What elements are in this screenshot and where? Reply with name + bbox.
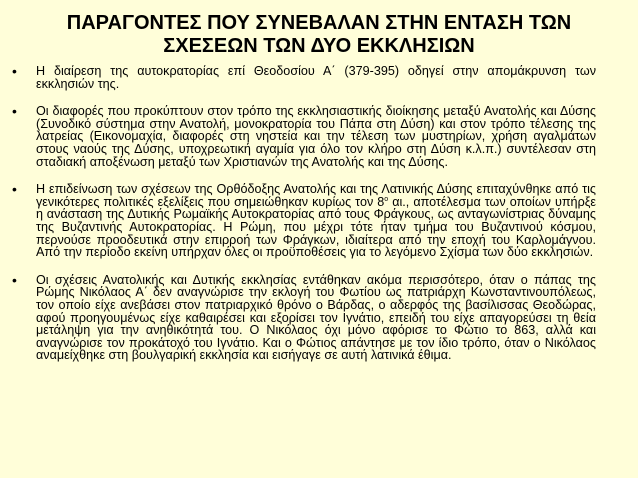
bullet-text-2: Οι διαφορές που προκύπτουν στον τρόπο της εκκλησιαστικής διοίκησης μεταξύ Ανατολής και Δύσης (Συνοδικό σύστημα στην Ανατολή, μονοκρατορία του Πάπα στη Δύση) και στον τρόπο τέλεσης της λατρείας (Εικονομαχία, διαφορές στη νηστεία και την τέλεση των μυστηρίων, χρήση αγαλμάτων στους ναούς της Δύσης, υποχρεωτική αγαμία για όλο τον κλήρο στη Δύση κ.λ.π.) συντέλεσαν στη σταδιακή αποξένωση μεταξύ των Χριστιανών της Ανατολής και της Δύσης.	[36, 104, 596, 169]
bullet-icon: •	[12, 271, 17, 288]
century-superscript: ο	[384, 195, 389, 203]
slide-title-line-1: ΠΑΡΑΓΟΝΤΕΣ ΠΟΥ ΣΥΝΕΒΑΛΑΝ ΣΤΗΝ ΕΝΤΑΣΗ ΤΩΝ	[66, 12, 572, 34]
bullet-text-3-part-2: αι., αποτέλεσμα των οποίων υπήρξε η ανάσταση της Δυτικής Ρωμαϊκής Αυτοκρατορίας από τους Φράγκους, ως ανταγωνίστριας δύναμης της Βυζαντινής Αυτοκρατορίας. Η Ρώμη, που μέχρι τότε ήταν τμήμα του Βυζαντινού κόσμου, περνούσε προοδευτικά στην επιρροή των Φράγκων, ιδιαίτερα από την εποχή του Καρλομάγνου. Από την περίοδο εκείνη υπήρχαν όλες οι προϋποθέσεις για το λεγόμενο Σχίσμα των δύο εκκλησιών.	[36, 194, 596, 260]
bullet-icon: •	[12, 181, 17, 198]
bullet-text-4: Οι σχέσεις Ανατολικής και Δυτικής εκκλησίας εντάθηκαν ακόμα περισσότερο, όταν ο πάπας της Ρώμης Νικόλαος Α΄ δεν αναγνώρισε την εκλογή του Φωτίου ως πατριάρχη Κωνσταντινουπόλεως, τον οποίο είχε ανεβάσει στον πατριαρχικό θρόνο ο Βάρδας, ο αδερφός της βασίλισσας Θεοδώρας, αφού προηγουμένως είχε καθαιρέσει και εξορίσει τον Ιγνάτιο, επειδή του είχε απαγορεύσει τη θεία μετάληψη για την ανηθικότητά του. Ο Νικόλαος όχι μόνο αφόρισε το Φώτιο το 863, αλλά και αναγνώρισε τον προκάτοχό του Ιγνάτιο. Και ο Φώτιος απάντησε με τον ίδιο τρόπο, όταν ο Νικόλαος αναμείχθηκε στη βουλγαρική εκκλησία και εισήγαγε σε αυτή λατινικά έθιμα.	[36, 272, 596, 363]
bullet-item-3	[12, 181, 596, 260]
bullet-text-3	[36, 183, 596, 259]
bullet-item-2	[12, 103, 596, 169]
bullet-text-3-part-1: Η επιδείνωση των σχέσεων της Ορθόδοξης Ανατολής και της Λατινικής Δύσης επιταχύνθηκε από τις γενικότερες πολιτικές εξελίξεις που σημειώθηκαν κυρίως τον 8	[36, 182, 596, 209]
slide-title	[0, 12, 638, 58]
bullet-list	[12, 63, 596, 377]
bullet-icon: •	[12, 103, 17, 120]
bullet-text-1: Η διαίρεση της αυτοκρατορίας επί Θεοδοσίου Α΄ (379-395) οδηγεί στην απομάκρυνση των εκκλησιών της.	[36, 64, 596, 91]
bullet-item-1	[12, 63, 596, 91]
bullet-icon: •	[12, 63, 17, 79]
bullet-item-4	[12, 271, 596, 363]
slide-title-line-2: ΣΧΕΣΕΩΝ ΤΩΝ ΔΥΟ ΕΚΚΛΗΣΙΩΝ	[163, 35, 475, 57]
